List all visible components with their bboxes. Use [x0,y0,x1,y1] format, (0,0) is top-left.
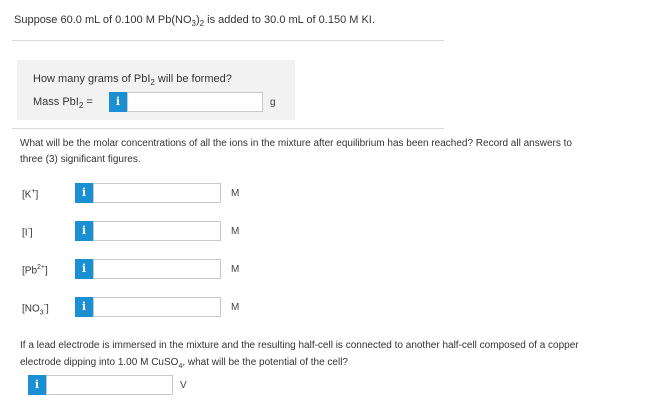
info-icon[interactable]: i [75,183,93,203]
info-icon[interactable]: i [109,92,127,112]
i-unit: M [231,226,240,237]
divider [12,40,444,41]
part2-question-line2: three (3) significant figures. [20,154,141,165]
k-concentration-input[interactable] [93,183,221,203]
part3-question-line1: If a lead electrode is immersed in the mixture and the resulting half-cell is connected to another half-cell composed of a copper [20,340,579,351]
mass-label: Mass PbI$_2$ = [33,96,93,111]
part2-question-line1: What will be the molar concentrations of all the ions in the mixture after equilibrium has been reached? Record all answers to [20,138,572,149]
cell-potential-input[interactable] [46,375,173,395]
mass-unit: g [270,97,276,108]
problem-statement: Suppose 60.0 mL of 0.100 M $Pb(NO_3)_2$ is added to 30.0 mL of 0.150 M KI. [14,14,375,29]
mass-pbi2-input[interactable] [127,92,263,112]
info-icon[interactable]: i [75,259,93,279]
info-icon[interactable]: i [28,375,46,395]
potential-unit: V [180,380,187,391]
divider [12,128,444,129]
no3-concentration-input[interactable] [93,297,221,317]
pb-unit: M [231,264,240,275]
ion-label-k: [K+] [22,188,39,201]
i-concentration-input[interactable] [93,221,221,241]
info-icon[interactable]: i [75,221,93,241]
no3-unit: M [231,302,240,313]
ion-label-pb: $[Pb^{2+}]$ [22,264,48,277]
pb-concentration-input[interactable] [93,259,221,279]
k-unit: M [231,188,240,199]
info-icon[interactable]: i [75,297,93,317]
part1-question: How many grams of PbI$_2$ will be formed? [33,73,232,88]
part3-question-line2: electrode dipping into 1.00 M CuSO$_4$, what will be the potential of the cell? [20,357,348,370]
ion-label-i: [I-] [22,226,33,239]
ion-label-no3: $[NO_3^-]$ [22,302,49,317]
